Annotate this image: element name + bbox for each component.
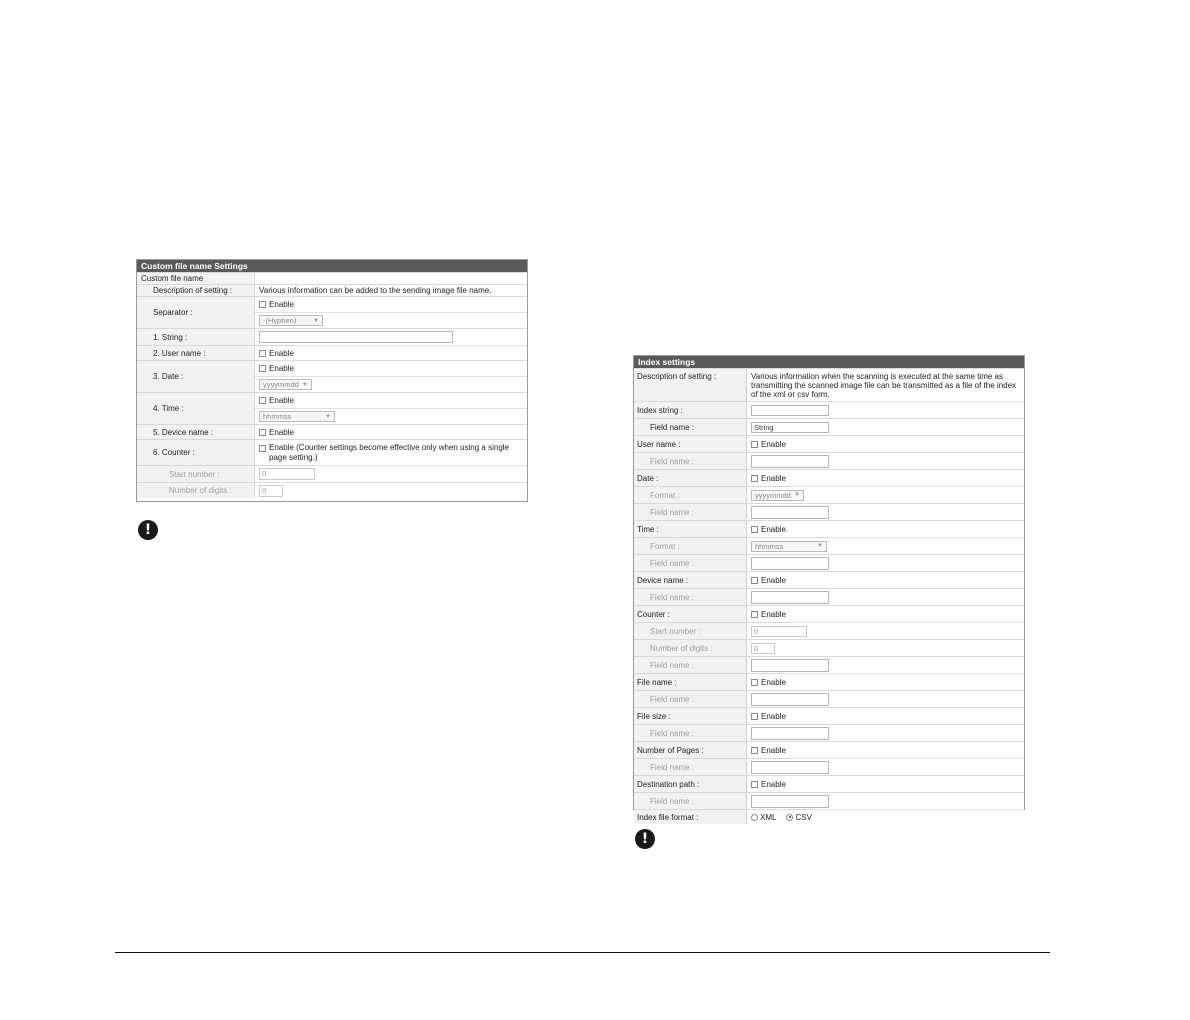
field-name-label: Field name : [634,589,747,605]
start-number-label: Start number : [137,466,255,482]
separator-enable-checkbox[interactable] [259,301,266,308]
index-string-label: Index string : [634,402,747,418]
section-label: Custom file name [137,273,255,284]
field-name-label: Field name : [634,453,747,469]
user-name-label: 2. User name : [137,346,255,360]
section-row [137,272,527,284]
warning-icon: ! [138,520,158,540]
date-row: Date : Enable [634,469,1024,486]
number-of-pages-field-input[interactable] [751,761,829,774]
footer-divider [115,952,1050,953]
field-name-label: Field name : [634,504,747,520]
field-name-label: Field name : [634,555,747,571]
number-of-digits-input[interactable]: 0 [259,485,283,497]
number-of-digits-label: Number of digits : [137,483,255,498]
start-number-row [634,622,1024,639]
file-name-label: File name : [634,674,747,690]
separator-select[interactable]: -(Hyphen) ▼ [259,315,323,326]
date-field-row [634,503,1024,520]
file-size-enable-checkbox[interactable] [751,713,758,720]
number-of-digits-label: Number of digits : [634,640,747,656]
separator-label: Separator : [137,297,255,328]
start-number-input[interactable]: 0 [259,468,315,480]
index-string-row [634,401,1024,418]
description-text: Various information can be added to the sending image file name. [259,286,492,295]
destination-path-row: Destination path : Enable [634,775,1024,792]
time-label: 4. Time : [137,393,255,424]
date-format-row [634,486,1024,503]
chevron-down-icon: ▼ [817,543,823,549]
device-name-label: 5. Device name : [137,425,255,439]
date-row: 3. Date : Enable yyyymmdd ▼ [137,360,527,392]
counter-field-input[interactable] [751,659,829,672]
device-name-label: Device name : [634,572,747,588]
start-number-row [137,465,527,482]
counter-enable-text: Enable (Counter settings become effective only when using a single page setting.) [269,442,509,462]
description-row [137,284,527,296]
chevron-down-icon: ▼ [794,492,800,498]
number-of-pages-label: Number of Pages : [634,742,747,758]
number-of-digits-row [634,639,1024,656]
counter-row: Counter : Enable [634,605,1024,622]
panel-title: Index settings [634,356,1024,368]
destination-path-enable-checkbox[interactable] [751,781,758,788]
device-name-row: Device name : Enable [634,571,1024,588]
date-enable-checkbox[interactable] [259,365,266,372]
warning-icon: ! [635,829,655,849]
index-string-input[interactable] [751,405,829,416]
field-name-label: Field name : [634,759,747,775]
start-number-label: Start number : [634,623,747,639]
file-size-row: File size : Enable [634,707,1024,724]
counter-label: Counter : [634,606,747,622]
index-settings-panel [633,355,1025,822]
device-name-row: 5. Device name : Enable [137,424,527,439]
csv-radio[interactable] [786,814,793,821]
number-of-pages-enable-checkbox[interactable] [751,747,758,754]
time-row: Time : Enable [634,520,1024,537]
user-name-enable-checkbox[interactable] [751,441,758,448]
enable-label: Enable [269,300,294,309]
chevron-down-icon: ▼ [302,381,308,388]
destination-path-field-row [634,792,1024,809]
destination-path-label: Destination path : [634,776,747,792]
date-field-input[interactable] [751,506,829,519]
chevron-down-icon: ▼ [313,317,319,324]
time-format-row [634,537,1024,554]
device-name-enable-checkbox[interactable] [259,429,266,436]
device-name-enable-checkbox[interactable] [751,577,758,584]
chevron-down-icon: ▼ [325,413,331,420]
time-format-select[interactable]: hhmmss ▼ [259,411,335,422]
user-name-enable-checkbox[interactable] [259,350,266,357]
index-file-format-label: Index file format : [634,810,747,824]
user-name-label: User name : [634,436,747,452]
destination-path-field-input[interactable] [751,795,829,808]
user-name-row: 2. User name : Enable [137,345,527,360]
xml-label: XML [760,812,777,822]
file-size-label: File size : [634,708,747,724]
separator-row [137,296,527,328]
time-enable-checkbox[interactable] [751,526,758,533]
date-label: Date : [634,470,747,486]
string-label: 1. String : [137,329,255,345]
file-name-field-row [634,690,1024,707]
index-string-field-name-row [634,418,1024,435]
device-name-field-row [634,588,1024,605]
number-of-digits-row [137,482,527,498]
csv-label: CSV [795,812,812,822]
time-field-input[interactable] [751,557,829,570]
date-enable-checkbox[interactable] [751,475,758,482]
custom-file-name-panel [136,259,528,502]
file-size-field-row [634,724,1024,741]
file-name-enable-checkbox[interactable] [751,679,758,686]
time-label: Time : [634,521,747,537]
description-label: Description of setting : [634,369,747,401]
field-name-label: Field name : [634,793,747,809]
start-number-input[interactable]: 0 [751,626,807,637]
user-name-field-row [634,452,1024,469]
format-label: Format : [634,538,747,554]
xml-radio[interactable] [751,814,758,821]
time-row: 4. Time : Enable hhmmss ▼ [137,392,527,424]
string-row [137,328,527,345]
string-input[interactable] [259,331,453,343]
field-name-label: Field name : [634,657,747,673]
number-of-digits-input[interactable]: 0 [751,643,775,654]
field-name-label: Field name : [634,691,747,707]
user-name-field-input[interactable] [751,455,829,468]
date-label: 3. Date : [137,361,255,392]
user-name-row: User name : Enable [634,435,1024,452]
field-name-label: Field name : [634,419,747,435]
index-file-format-row [634,809,1024,824]
device-name-field-input[interactable] [751,591,829,604]
description-text: Various information when the scanning is executed at the same time as transmitting the scanned image file can be transmitted as a file of the index of the xml or csv form. [751,371,1017,399]
time-format-select[interactable]: hhmmss ▼ [751,541,827,552]
number-of-pages-row: Number of Pages : Enable [634,741,1024,758]
time-enable-checkbox[interactable] [259,397,266,404]
file-size-field-input[interactable] [751,727,829,740]
panel-title: Custom file name Settings [137,260,527,272]
counter-label: 6. Counter : [137,440,255,465]
time-field-row [634,554,1024,571]
number-of-pages-field-row [634,758,1024,775]
file-name-field-input[interactable] [751,693,829,706]
description-row [634,368,1024,401]
index-string-field-name-input[interactable]: String [751,422,829,433]
counter-row [137,439,527,465]
counter-enable-checkbox[interactable] [751,611,758,618]
field-name-label: Field name : [634,725,747,741]
counter-field-row [634,656,1024,673]
format-label: Format : [634,487,747,503]
description-label: Description of setting : [137,285,255,296]
file-name-row: File name : Enable [634,673,1024,690]
counter-enable-checkbox[interactable] [259,445,266,452]
date-format-select[interactable]: yyyymmdd ▼ [751,490,804,501]
date-format-select[interactable]: yyyymmdd ▼ [259,379,312,390]
